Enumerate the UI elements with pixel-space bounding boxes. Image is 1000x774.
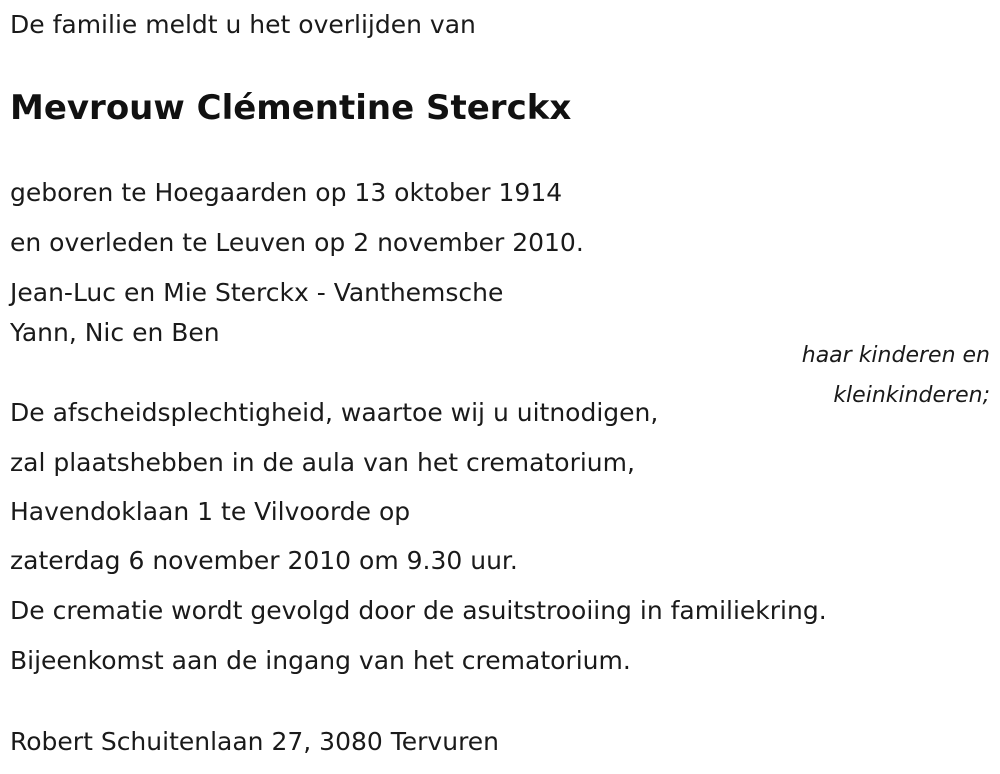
ceremony-line: Havendoklaan 1 te Vilvoorde op [10,497,411,526]
ceremony-line: De crematie wordt gevolgd door de asuitstrooiing in familiekring. [10,596,827,625]
ceremony-line: zaterdag 6 november 2010 om 9.30 uur. [10,546,518,575]
grandchildren-names: Yann, Nic en Ben [10,318,220,347]
deceased-name: Mevrouw Clémentine Sterckx [10,88,572,128]
relation-label-line2: kleinkinderen; [833,383,990,408]
birth-line: geboren te Hoegaarden op 13 oktober 1914 [10,178,563,207]
ceremony-line: Bijeenkomst aan de ingang van het crematorium. [10,646,631,675]
relation-label-line1: haar kinderen en [801,343,990,368]
children-names: Jean-Luc en Mie Sterckx - Vanthemsche [10,278,504,307]
ceremony-line: zal plaatshebben in de aula van het crematorium, [10,448,635,477]
family-address: Robert Schuitenlaan 27, 3080 Tervuren [10,727,500,756]
intro-text: De familie meldt u het overlijden van [10,10,476,39]
death-line: en overleden te Leuven op 2 november 2010. [10,228,584,257]
ceremony-line: De afscheidsplechtigheid, waartoe wij u uitnodigen, [10,398,659,427]
